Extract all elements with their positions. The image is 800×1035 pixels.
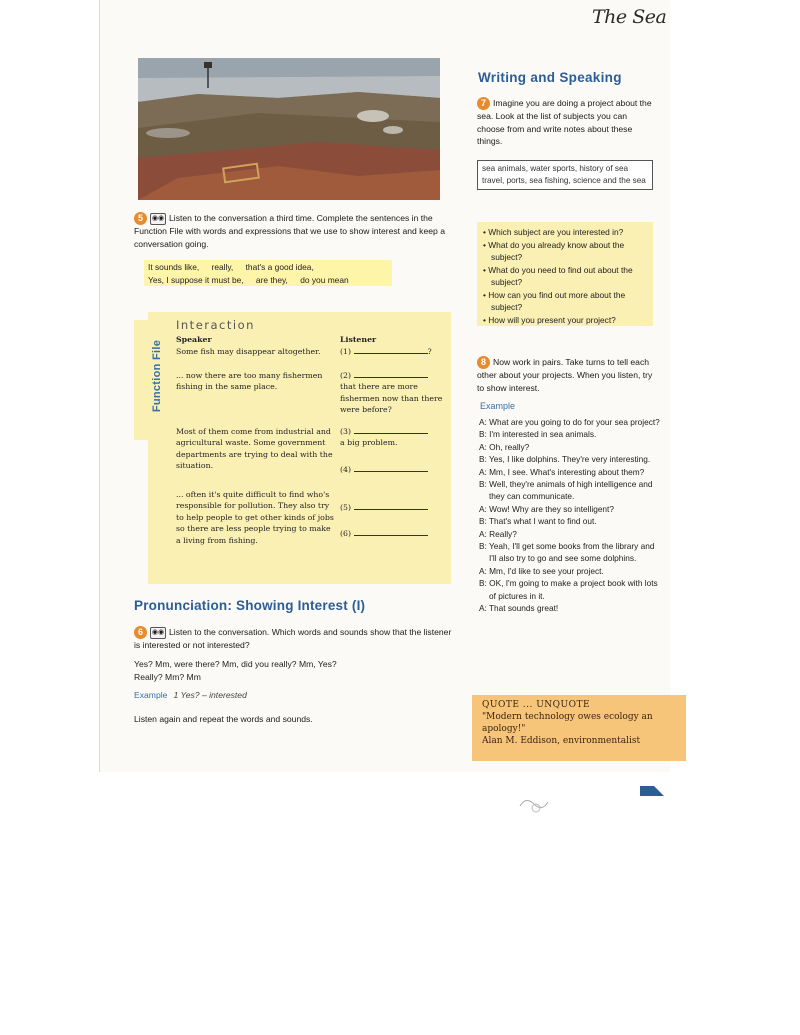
task-7-text: Imagine you are doing a project about the sea. Look at the list of subjects you can choose from and write notes about these things. bbox=[477, 98, 652, 147]
listener-suffix: a big problem. bbox=[340, 438, 398, 448]
listener-line bbox=[340, 370, 450, 416]
phrase: Yes, I suppose it must be, bbox=[148, 274, 244, 285]
dialogue-line: A: Really? bbox=[479, 528, 517, 539]
dialogue-line: A: That sounds great! bbox=[479, 603, 559, 614]
question-item: • Which subject are you interested in? bbox=[483, 227, 624, 237]
speaker-line: Some fish may disappear altogether. bbox=[176, 347, 321, 356]
blank-number: (5) bbox=[340, 503, 352, 512]
seashore-photo-icon bbox=[138, 58, 440, 200]
task-6-text: Listen to the conversation. Which words and sounds show that the listener is interested or not interested? bbox=[134, 627, 452, 651]
task-7-instruction bbox=[477, 97, 653, 148]
page-edge bbox=[99, 0, 100, 772]
listener-line bbox=[340, 346, 450, 357]
question-list bbox=[477, 222, 653, 326]
answer-blank[interactable] bbox=[354, 528, 428, 536]
question-item: • How can you find out more about the subject? bbox=[483, 289, 626, 312]
task-8-text: Now work in pairs. Take turns to tell each other about your projects. When you listen, try to show interest. bbox=[477, 357, 653, 393]
pronunciation-line: Really? Mm? Mm bbox=[134, 671, 201, 682]
answer-blank[interactable] bbox=[354, 346, 428, 354]
answer-blank[interactable] bbox=[354, 426, 428, 434]
answer-blank[interactable] bbox=[354, 464, 428, 472]
listener-suffix: ? bbox=[427, 347, 432, 356]
dialogue-line: B: Yeah, I'll get some books from the library and I'll also try to go and see some dolphins. bbox=[479, 541, 655, 564]
dialogue-line: B: Well, they're animals of high intelligence and they can communicate. bbox=[479, 479, 653, 502]
listener-line bbox=[340, 528, 450, 539]
next-page-arrow-icon bbox=[640, 784, 664, 798]
pronunciation-line: Yes? Mm, were there? Mm, did you really? Mm, Yes? bbox=[134, 659, 337, 669]
phrase-list bbox=[144, 260, 392, 286]
answer-blank[interactable] bbox=[354, 370, 428, 378]
task-number-badge: 5 bbox=[134, 212, 147, 225]
writing-speaking-heading: Writing and Speaking bbox=[478, 70, 622, 85]
example-text: 1 Yes? – interested bbox=[173, 690, 247, 700]
phrase: It sounds like, bbox=[148, 262, 200, 272]
pronunciation-heading: Pronunciation: Showing Interest (I) bbox=[134, 598, 366, 613]
outer-margin bbox=[0, 0, 99, 1035]
phrase: that's a good idea, bbox=[245, 262, 314, 272]
seashore-photo bbox=[138, 58, 440, 200]
phrase: are they, bbox=[255, 274, 288, 285]
task-number-badge: 7 bbox=[477, 97, 490, 110]
listener-line bbox=[340, 426, 450, 449]
subject-list-box: sea animals, water sports, history of sea travel, ports, sea fishing, science and the sea bbox=[477, 160, 653, 190]
answer-blank[interactable] bbox=[354, 502, 428, 510]
cd-icon: ◉◉ bbox=[150, 213, 166, 225]
blank-number: (6) bbox=[340, 529, 352, 538]
question-item: • How will you present your project? bbox=[483, 314, 616, 325]
listener-header: Listener bbox=[340, 335, 377, 344]
example-dialogue bbox=[479, 416, 661, 615]
dialogue-line: B: Yes, I like dolphins. They're very interesting. bbox=[479, 454, 651, 465]
question-item: • What do you need to find out about the subject? bbox=[483, 264, 633, 287]
running-head: The Sea bbox=[592, 6, 667, 28]
task-5-instruction bbox=[134, 212, 460, 250]
dialogue-line: A: Wow! Why are they so intelligent? bbox=[479, 503, 614, 514]
speaker-line: ... now there are too many fishermen fishing in the same place. bbox=[176, 371, 323, 392]
repeat-instruction: Listen again and repeat the words and sounds. bbox=[134, 714, 313, 724]
quote-title: QUOTE ... UNQUOTE bbox=[482, 700, 591, 710]
pronunciation-example bbox=[134, 690, 247, 700]
dialogue-line: A: Mm, I'd like to see your project. bbox=[479, 565, 604, 576]
phrase: really, bbox=[211, 262, 234, 272]
speaker-header: Speaker bbox=[176, 335, 212, 344]
function-file-title: Interaction bbox=[176, 318, 255, 332]
speaker-line: ... often it's quite difficult to find who's responsible for pollution. They also try to help people to get other kinds of jobs so there are less people trying to make a living from fishing. bbox=[176, 490, 334, 545]
speaker-line: Most of them come from industrial and agricultural waste. Some government departments are trying to deal with the situation. bbox=[176, 427, 333, 471]
blank-number: (1) bbox=[340, 347, 352, 356]
listener-line bbox=[340, 502, 450, 513]
quote-content bbox=[482, 699, 678, 747]
question-item: • What do you already know about the subject? bbox=[483, 239, 625, 262]
task-5-text: Listen to the conversation a third time. Complete the sentences in the Function File with words and expressions that we use to show interest and keep a conversation going. bbox=[134, 213, 445, 249]
phrase: do you mean bbox=[300, 274, 349, 285]
task-number-badge: 8 bbox=[477, 356, 490, 369]
blank-number: (2) bbox=[340, 371, 352, 380]
dialogue-line: A: Mm, I see. What's interesting about them? bbox=[479, 466, 645, 477]
quote-text: "Modern technology owes ecology an apology!" bbox=[482, 712, 653, 734]
dialogue-line: A: What are you going to do for your sea project? bbox=[479, 417, 660, 427]
example-label: Example bbox=[480, 401, 516, 411]
task-number-badge: 6 bbox=[134, 626, 147, 639]
cd-icon: ◉◉ bbox=[150, 627, 166, 639]
blank-number: (4) bbox=[340, 465, 352, 474]
dialogue-line: B: I'm interested in sea animals. bbox=[479, 429, 597, 440]
dialogue-line: B: OK, I'm going to make a project book with lots of pictures in it. bbox=[479, 578, 658, 601]
blank-number: (3) bbox=[340, 427, 352, 436]
dialogue-line: A: Oh, really? bbox=[479, 441, 530, 452]
pronunciation-words bbox=[134, 658, 454, 683]
task-8-instruction bbox=[477, 356, 655, 394]
listener-suffix: that there are more fishermen now than there were before? bbox=[340, 382, 443, 415]
task-6-instruction bbox=[134, 626, 454, 652]
scribble-icon bbox=[516, 794, 552, 816]
listener-line bbox=[340, 464, 450, 475]
quote-author: Alan M. Eddison, environmentalist bbox=[482, 736, 641, 746]
example-label: Example bbox=[134, 690, 168, 700]
function-file-label: Function File bbox=[151, 339, 163, 413]
dialogue-line: B: That's what I want to find out. bbox=[479, 516, 597, 527]
